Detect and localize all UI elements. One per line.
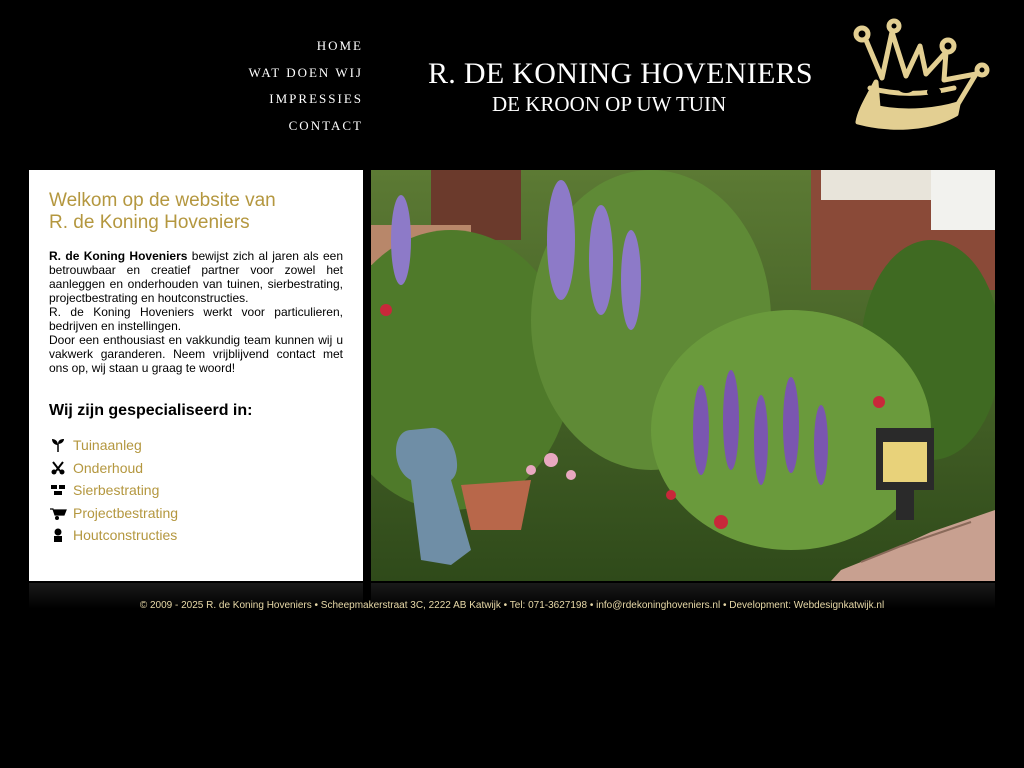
- site-tagline: DE KROON OP UW TUIN: [492, 92, 727, 116]
- footer: © 2009 - 2025 R. de Koning Hoveniers • Scheepmakerstraat 3C, 2222 AB Katwijk • Tel: 071-3627198 • info@rdekoninghoveniers.nl • Development: Webdesignkatwijk.nl: [139, 600, 885, 611]
- specialties-list: [49, 434, 178, 547]
- list-item: [49, 434, 178, 457]
- nav-wat-doen-wij[interactable]: WAT DOEN WIJ: [248, 64, 363, 80]
- specialties-heading: Wij zijn gespecialiseerd in:: [49, 402, 253, 419]
- intro-text: [49, 249, 343, 375]
- sprout-icon: [49, 438, 67, 452]
- plant-pot-icon: [49, 528, 67, 542]
- list-item: [49, 479, 178, 502]
- welcome-line-2: R. de Koning Hoveniers: [49, 212, 250, 233]
- list-item: [49, 457, 178, 480]
- company-name: R. de Koning Hoveniers: [49, 249, 188, 263]
- specialty-houtconstructies[interactable]: Houtconstructies: [73, 527, 178, 544]
- specialty-tuinaanleg[interactable]: Tuinaanleg: [73, 437, 142, 454]
- nav-home[interactable]: HOME: [316, 38, 363, 53]
- nav-contact[interactable]: CONTACT: [288, 117, 363, 133]
- intro-paragraph-1: bewijst zich al jaren als een betrouwbaar en creatief partner voor zowel het aanleggen en onderhouden van tuinen, sierbestrating, projectbestrating en houtconstructies.: [49, 249, 343, 305]
- specialty-projectbestrating[interactable]: Projectbestrating: [73, 504, 179, 521]
- nav-impressies[interactable]: IMPRESSIES: [269, 91, 363, 106]
- intro-paragraph-3: Door een enthousiast en vakkundig team kunnen wij u vakwerk garanderen. Neem vrijblijvend contact met ons op, wij staan u graag te woord!: [49, 333, 343, 375]
- specialty-sierbestrating[interactable]: Sierbestrating: [73, 482, 160, 499]
- main-nav: [248, 36, 363, 142]
- site-title: R. DE KONING HOVENIERS: [428, 57, 813, 90]
- list-item: [49, 502, 178, 525]
- wheelbarrow-icon: [49, 506, 67, 520]
- content-panel: [29, 170, 363, 581]
- crown-icon: [848, 18, 994, 136]
- garden-photo: [371, 170, 995, 581]
- welcome-heading: [49, 190, 276, 234]
- paving-icon: [49, 483, 67, 497]
- garden-image: [371, 170, 995, 581]
- intro-paragraph-2: R. de Koning Hoveniers werkt voor particulieren, bedrijven en instellingen.: [49, 305, 343, 333]
- shears-icon: [49, 461, 67, 475]
- specialty-onderhoud[interactable]: Onderhoud: [73, 459, 144, 476]
- list-item: [49, 524, 178, 547]
- welcome-line-1: Welkom op de website van: [49, 190, 276, 211]
